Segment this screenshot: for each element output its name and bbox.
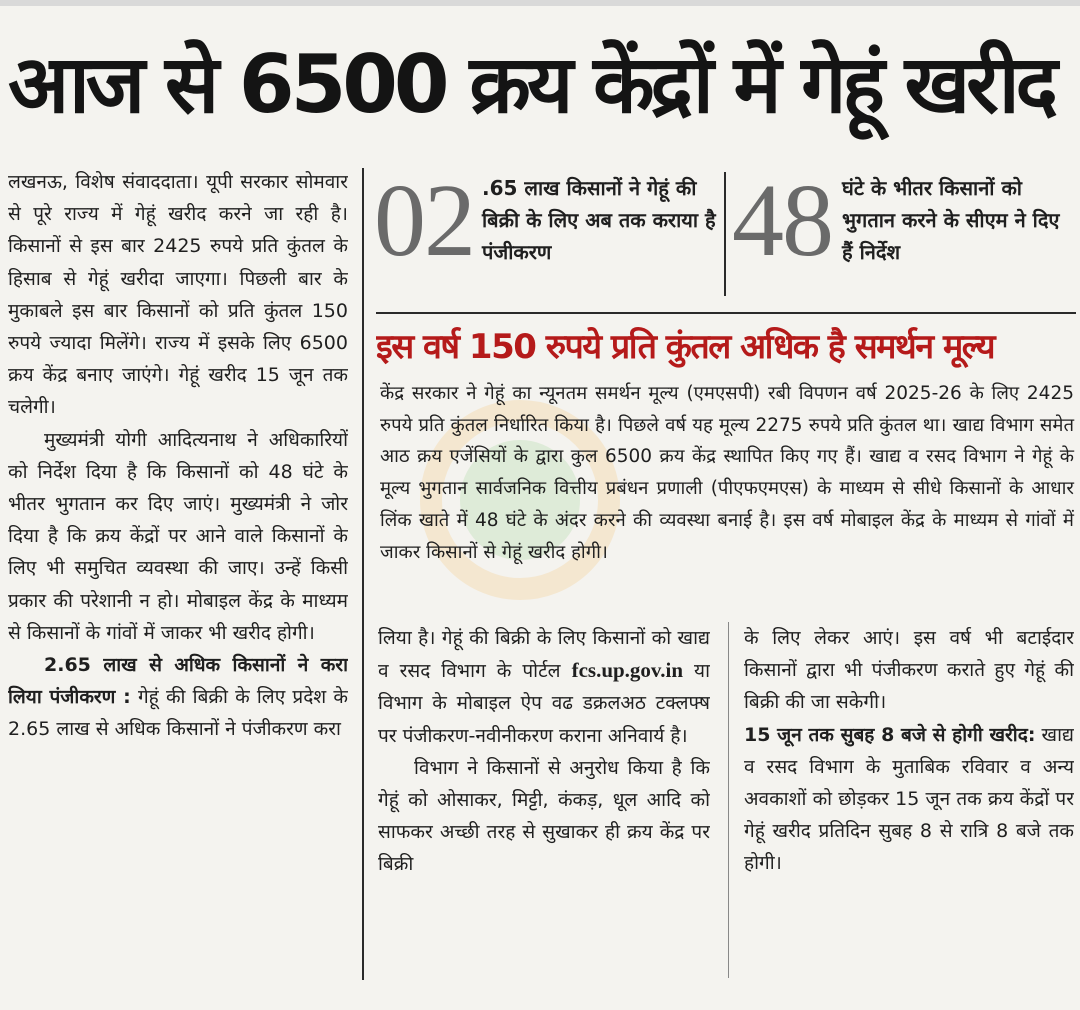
box-subheading: इस वर्ष 150 रुपये प्रति कुंतल अधिक है समर्थन मूल्य: [376, 327, 995, 367]
left-para-3: [8, 649, 348, 746]
middle-para-1: [378, 622, 710, 752]
stat-text-2: घंटे के भीतर किसानों को भुगतान करने के सीएम ने दिए हैं निर्देश: [842, 176, 1060, 264]
stat-divider: [724, 172, 726, 296]
stat-number-2: 48: [732, 163, 832, 278]
column-divider-left: [362, 168, 364, 980]
left-para-3-text: गेहूं की बिक्री के लिए प्रदेश के 2.65 लाख से अधिक किसानों ने पंजीकरण करा: [8, 686, 348, 741]
top-edge: [0, 0, 1080, 6]
box-top-rule: [376, 312, 1076, 314]
middle-para-2: विभाग ने किसानों से अनुरोध किया है कि गेहूं को ओसाकर, मिट्टी, कंकड़, धूल आदि को साफकर अच्छी तरह से सुखाकर ही क्रय केंद्र पर बिक्री: [378, 756, 710, 876]
middle-para-1-a: लिया है। गेहूं की बिक्री के लिए किसानों को खाद्य व रसद विभाग के पोर्टल: [378, 627, 710, 683]
left-column: [8, 166, 348, 986]
middle-column: [378, 622, 710, 982]
left-para-3-heading: 2.65 लाख से अधिक किसानों ने करा लिया पंजीकरण :: [8, 654, 348, 709]
stat-text-1: .65 लाख किसानों ने गेहूं की बिक्री के लिए अब तक कराया है पंजीकरण: [482, 176, 716, 264]
portal-link[interactable]: fcs.up.gov.in: [571, 658, 684, 683]
column-divider-right: [728, 622, 729, 978]
stat-number-1: 02: [374, 163, 474, 278]
headline: आज से 6500 क्रय केंद्रों में गेहूं खरीद: [8, 38, 1055, 131]
right-para-2: [744, 719, 1074, 880]
left-para-2: मुख्यमंत्री योगी आदित्यनाथ ने अधिकारियों को निर्देश दिया है कि किसानों को 48 घंटे के भीतर भुगतान कर दिए जाएं। मुख्यमंत्री ने जोर दिया है कि क्रय केंद्रों पर आने वाले किसानों के लिए भी समुचित व्यवस्था की जाए। उन्हें किसी प्रकार की परेशानी न हो। मोबाइल केंद्र के माध्यम से किसानों के गांवों में जाकर भी खरीद होगी।: [8, 428, 348, 644]
right-para-2-text: खाद्य व रसद विभाग के मुताबिक रविवार व अन्य अवकाशों को छोड़कर 15 जून तक क्रय केंद्रों पर गेहूं खरीद प्रतिदिन सुबह 8 से रात्रि 8 बजे तक होगी।: [744, 723, 1074, 875]
right-column: [744, 622, 1074, 982]
left-para-1: लखनऊ, विशेष संवाददाता। यूपी सरकार सोमवार से पूरे राज्य में गेहूं खरीद करने जा रही है। किसानों से इस बार 2425 रुपये प्रति कुंतल के हिसाब से गेहूं खरीदा जाएगा। पिछली बार के मुकाबले इस बार किसानों को प्रति कुंतल 150 रुपये ज्यादा मिलेंगे। राज्य में इसके लिए 6500 क्रय केंद्र बनाए जाएंगे। गेहूं खरीद 15 जून तक चलेगी।: [8, 171, 348, 419]
right-para-1: के लिए लेकर आएं। इस वर्ष भी बटाईदार किसानों द्वारा भी पंजीकरण कराते हुए गेहूं की बिक्री की जा सकेगी।: [744, 627, 1074, 714]
middle-para-1-b: या विभाग के मोबाइल ऐप वढ डक्रलअठ टक्लफ्ष पर पंजीकरण-नवीनीकरण कराना अनिवार्य है।: [378, 660, 710, 747]
box-body: केंद्र सरकार ने गेहूं का न्यूनतम समर्थन मूल्य (एमएसपी) रबी विपणन वर्ष 2025-26 के लिए 2425 रुपये प्रति कुंतल निर्धारित किया है। पिछले वर्ष यह मूल्य 2275 रुपये प्रति कुंतल था। खाद्य विभाग समेत आठ क्रय एजेंसियों के द्वारा कुल 6500 क्रय केंद्र स्थापित किए गए हैं। खाद्य व रसद विभाग ने गेहूं के मूल्य भुगतान सार्वजनिक वित्तीय प्रबंधन प्रणाली (पीएफएमएस) के माध्यम से सीधे किसानों के आधार लिंक खाते में 48 घंटे के अंदर करने की व्यवस्था बनाई है। इस वर्ष मोबाइल केंद्र के माध्यम से गांवों में जाकर किसानों से गेहूं खरीद होगी।: [380, 383, 1074, 563]
right-para-2-heading: 15 जून तक सुबह 8 बजे से होगी खरीद:: [744, 723, 1036, 746]
